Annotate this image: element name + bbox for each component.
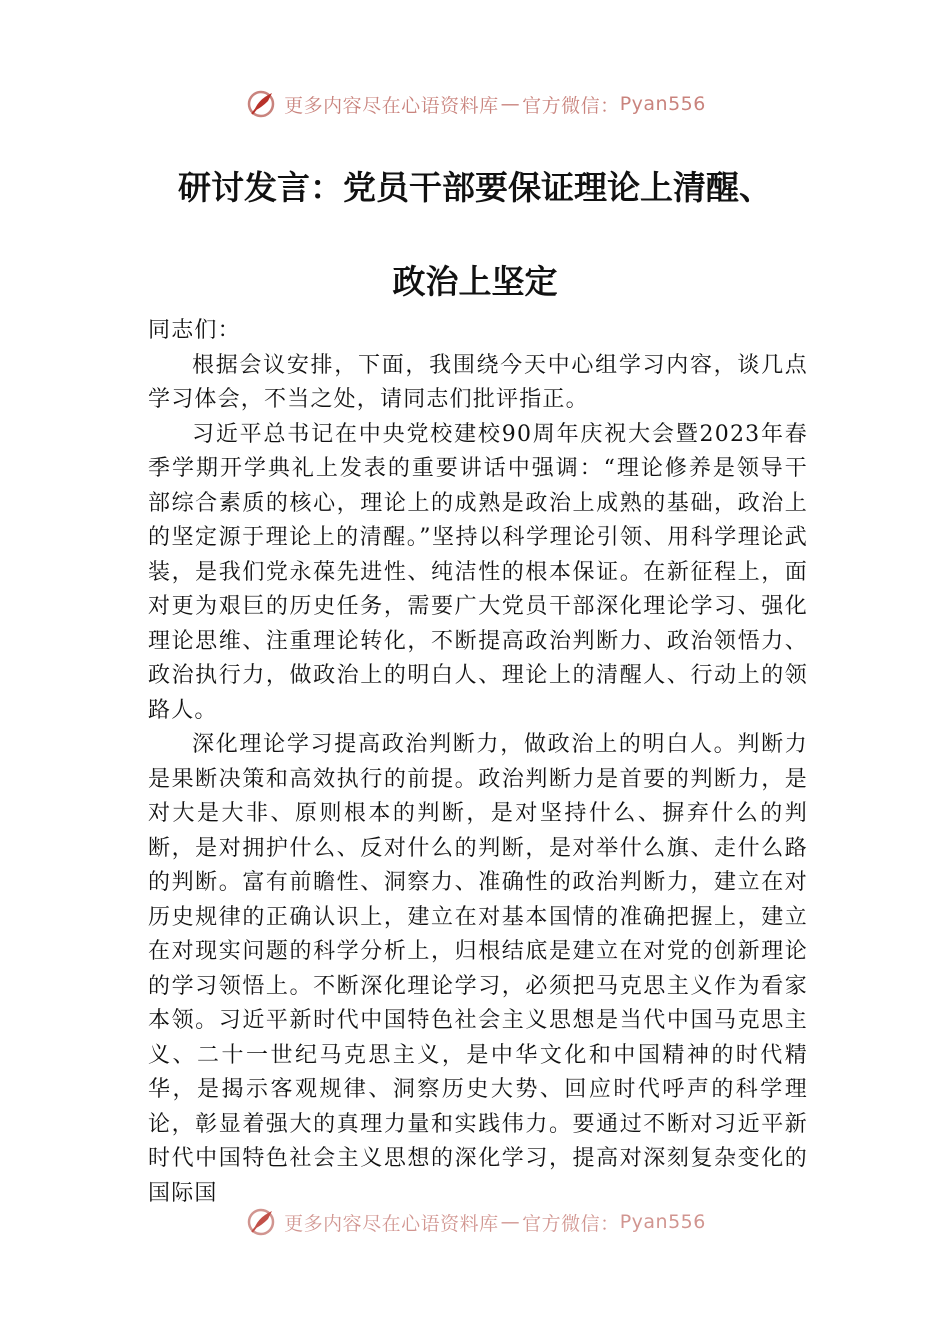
- watermark-brand: 更多内容尽在心语资料库: [284, 94, 499, 117]
- paragraph-intro: 根据会议安排，下面，我围绕今天中心组学习内容，谈几点学习体会，不当之处，请同志们批评指正。: [148, 352, 808, 412]
- document-title-line-2: 政治上坚定: [392, 262, 558, 301]
- document-body: [148, 314, 808, 1211]
- header-watermark: [0, 84, 950, 124]
- document-title-line-1: 研讨发言：党员干部要保证理论上清醒、: [178, 168, 772, 207]
- watermark-separator: —: [500, 1211, 521, 1233]
- pen-heart-logo-icon: [244, 87, 278, 121]
- footer-watermark: [0, 1202, 950, 1242]
- watermark-separator: —: [500, 93, 521, 115]
- watermark-wechat-id: Pyan556: [619, 1211, 706, 1233]
- watermark-brand: 更多内容尽在心语资料库: [284, 1212, 499, 1235]
- watermark-wechat-id: Pyan556: [619, 93, 706, 115]
- salutation: 同志们：: [148, 318, 241, 343]
- watermark-wechat-label: 官方微信：: [522, 1212, 620, 1235]
- pen-heart-logo-icon: [244, 1205, 278, 1239]
- watermark-wechat-label: 官方微信：: [522, 94, 620, 117]
- paragraph-quote: 习近平总书记在中央党校建校90周年庆祝大会暨2023年春季学期开学典礼上发表的重要讲话中强调：“理论修养是领导干部综合素质的核心，理论上的成熟是政治上成熟的基础，政治上的坚定源于理论上的清醒。”坚持以科学理论引领、用科学理论武装，是我们党永葆先进性、纯洁性的根本保证。在新征程上，面对更为艰巨的历史任务，需要广大党员干部深化理论学习、强化理论思维、注重理论转化，不断提高政治判断力、政治领悟力、政治执行力，做政治上的明白人、理论上的清醒人、行动上的领路人。: [148, 421, 808, 723]
- paragraph-judgment: 深化理论学习提高政治判断力，做政治上的明白人。判断力是果断决策和高效执行的前提。政治判断力是首要的判断力，是对大是大非、原则根本的判断，是对坚持什么、摒弃什么的判断，是对拥护什么、反对什么的判断，是对举什么旗、走什么路的判断。富有前瞻性、洞察力、准确性的政治判断力，建立在对历史规律的正确认识上，建立在对基本国情的准确把握上，建立在对现实问题的科学分析上，归根结底是建立在对党的创新理论的学习领悟上。不断深化理论学习，必须把马克思主义作为看家本领。习近平新时代中国特色社会主义思想是当代中国马克思主义、二十一世纪马克思主义，是中华文化和中国精神的时代精华，是揭示客观规律、洞察历史大势、回应时代呼声的科学理论，彰显着强大的真理力量和实践伟力。要通过不断对习近平新时代中国特色社会主义思想的深化学习，提高对深刻复杂变化的国际国: [148, 732, 808, 1206]
